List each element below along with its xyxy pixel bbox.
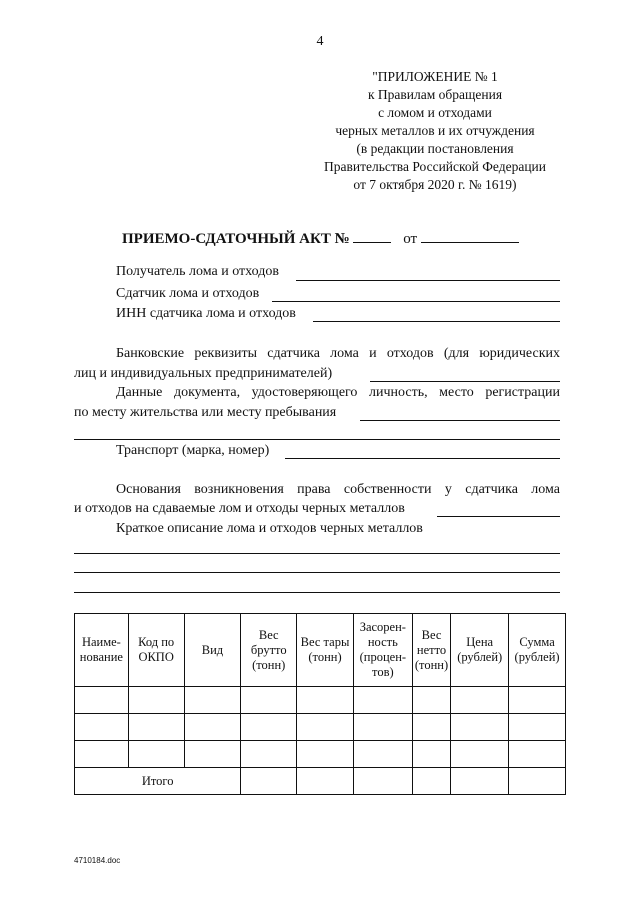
appendix-line: с ломом и отходами <box>378 105 492 120</box>
identity-label-line1: Данные документа, удостоверяющего личность, место регистрации <box>116 385 560 400</box>
appendix-line: Правительства Российской Федерации <box>324 159 546 174</box>
table-cell[interactable] <box>412 687 451 714</box>
column-header <box>184 614 241 687</box>
column-header-line: (тонн) <box>252 657 286 672</box>
column-header <box>509 614 566 687</box>
table-cell[interactable] <box>451 687 509 714</box>
appendix-line: черных металлов и их отчуждения <box>335 123 535 138</box>
bank-details-label-line2: лиц и индивидуальных предпринимателей) <box>74 366 333 381</box>
appendix-header <box>300 68 570 194</box>
column-header-line: (тонн) <box>414 657 449 672</box>
table-cell[interactable] <box>184 714 241 741</box>
column-header-line: Вид <box>201 642 224 657</box>
total-label: Итого <box>75 768 241 795</box>
table-cell[interactable] <box>184 741 241 768</box>
supplier-label: Сдатчик лома и отходов <box>116 286 260 301</box>
column-header-line: тов) <box>372 665 394 679</box>
column-header-line: ность <box>367 635 398 649</box>
act-title: ПРИЕМО-СДАТОЧНЫЙ АКТ № <box>122 231 350 247</box>
table-cell[interactable] <box>75 741 129 768</box>
table-cell[interactable] <box>297 687 354 714</box>
table-cell[interactable] <box>75 687 129 714</box>
ownership-label-line2: и отходов на сдаваемые лом и отходы черных металлов <box>74 501 405 516</box>
table-row <box>75 687 566 714</box>
description-label: Краткое описание лома и отходов черных металлов <box>116 521 423 536</box>
column-header <box>241 614 297 687</box>
column-header-line: (рублей) <box>514 650 560 664</box>
file-reference: 4710184.doc <box>74 856 121 865</box>
supplier-inn-field[interactable] <box>313 321 560 322</box>
column-header-line: Вес тары <box>300 635 350 649</box>
column-header-line: брутто <box>250 642 287 657</box>
scrap-acceptance-table <box>74 613 566 795</box>
ownership-label-line1: Основания возникновения права собственности у сдатчика лома <box>116 482 560 497</box>
column-header-line: Сумма <box>519 635 555 649</box>
column-header-line: Засорен- <box>359 620 406 634</box>
table-cell[interactable] <box>451 741 509 768</box>
column-header-line: нетто <box>416 642 447 657</box>
table-cell[interactable] <box>297 741 354 768</box>
table-cell[interactable] <box>353 714 412 741</box>
table-cell[interactable] <box>241 714 297 741</box>
bank-details-label-line1: Банковские реквизиты сдатчика лома и отходов (для юридических <box>116 346 560 361</box>
table-row <box>75 741 566 768</box>
column-header <box>297 614 354 687</box>
table-cell[interactable] <box>509 687 566 714</box>
table-cell[interactable] <box>509 714 566 741</box>
column-header-line: Наиме- <box>81 635 121 649</box>
table-cell[interactable] <box>128 741 184 768</box>
supplier-field[interactable] <box>272 301 560 302</box>
table-cell[interactable] <box>412 714 451 741</box>
appendix-line: к Правилам обращения <box>367 87 503 102</box>
column-header-line: Вес <box>258 627 279 642</box>
column-header <box>128 614 184 687</box>
bank-details-field[interactable] <box>370 381 560 382</box>
table-cell[interactable] <box>353 687 412 714</box>
total-row <box>75 768 566 795</box>
appendix-line: (в редакции постановления <box>356 141 514 156</box>
table-cell[interactable] <box>128 714 184 741</box>
identity-field-continuation[interactable] <box>74 439 560 440</box>
table-header-row <box>75 614 566 687</box>
description-field-line1[interactable] <box>74 553 560 554</box>
column-header <box>75 614 129 687</box>
table-cell[interactable] <box>509 741 566 768</box>
table-cell[interactable] <box>241 768 297 795</box>
table-row <box>75 714 566 741</box>
table-cell[interactable] <box>451 714 509 741</box>
appendix-line: от 7 октября 2020 г. № 1619) <box>353 177 517 192</box>
table-cell[interactable] <box>297 714 354 741</box>
table-cell[interactable] <box>241 741 297 768</box>
column-header <box>451 614 509 687</box>
ownership-field[interactable] <box>437 516 560 517</box>
recipient-field[interactable] <box>296 280 560 281</box>
column-header <box>412 614 451 687</box>
table-cell[interactable] <box>297 768 354 795</box>
description-field-line3[interactable] <box>74 592 560 593</box>
supplier-inn-label: ИНН сдатчика лома и отходов <box>116 306 296 321</box>
identity-field[interactable] <box>360 420 560 421</box>
table-cell[interactable] <box>412 768 451 795</box>
document-title <box>122 228 519 248</box>
table-cell[interactable] <box>353 768 412 795</box>
description-field-line2[interactable] <box>74 572 560 573</box>
transport-field[interactable] <box>285 458 560 459</box>
table-cell[interactable] <box>509 768 566 795</box>
page-number: 4 <box>316 34 324 49</box>
column-header <box>353 614 412 687</box>
act-number-blank[interactable] <box>353 228 391 243</box>
column-header-line: (процен- <box>359 650 407 664</box>
table-cell[interactable] <box>75 714 129 741</box>
table-cell[interactable] <box>184 687 241 714</box>
table-cell[interactable] <box>451 768 509 795</box>
recipient-label: Получатель лома и отходов <box>116 264 279 279</box>
table-cell[interactable] <box>128 687 184 714</box>
column-header-line: (тонн) <box>308 650 342 664</box>
column-header-line: Код по <box>138 635 175 649</box>
table-cell[interactable] <box>353 741 412 768</box>
identity-label-line2: по месту жительства или месту пребывания <box>74 405 337 420</box>
column-header-line: (рублей) <box>457 650 503 664</box>
table-cell[interactable] <box>412 741 451 768</box>
column-header-line: Вес <box>421 627 442 642</box>
act-date-blank[interactable] <box>421 228 519 243</box>
table-cell[interactable] <box>241 687 297 714</box>
column-header-line: нование <box>79 650 123 664</box>
column-header-line: ОКПО <box>138 650 174 664</box>
column-header-line: Цена <box>466 635 494 649</box>
date-prefix: от <box>403 231 418 247</box>
transport-label: Транспорт (марка, номер) <box>116 443 270 458</box>
appendix-line: "ПРИЛОЖЕНИЕ № 1 <box>372 69 498 84</box>
